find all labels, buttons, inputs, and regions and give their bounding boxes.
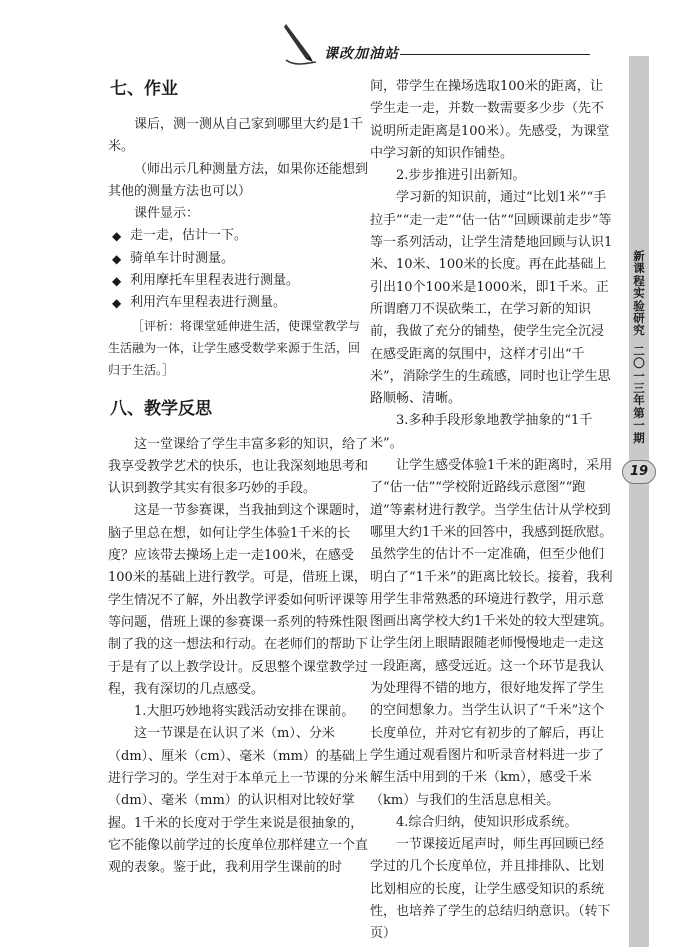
journal-name: 新课程实验研究: [633, 249, 645, 338]
review-note: ［评析：将课堂延伸进生活，使课堂教学与生活融为一体，让学生感受数学来源于生活，回归于生活。］: [108, 318, 361, 378]
section-heading-reflection: 八、教学反思: [110, 398, 212, 419]
column-title: 课改加油站: [324, 46, 399, 62]
sidebar-journal-info: [630, 250, 648, 444]
paragraph: 课后，测一测从自己家到哪里大约是1千米。: [108, 117, 364, 155]
subheading: 3.多种手段形象地教学抽象的“1千米”。: [370, 413, 593, 451]
header-rule: [400, 54, 590, 55]
paragraph: 这一堂课给了学生丰富多彩的知识，给了我享受教学艺术的快乐，也让我深刻地思考和认识到教学其实有很多巧妙的手段。: [108, 436, 369, 497]
left-column: [108, 76, 370, 880]
paragraph: 课件显示：: [134, 206, 200, 222]
bullet-item: ◆ 利用摩托车里程表进行测量。: [108, 270, 370, 292]
paragraph: 间，带学生在操场选取100米的距离，让学生走一走，并数一数需要多少步（先不说明所走距离是100米）。先感受，为课堂中学习新的知识作铺垫。: [370, 79, 610, 161]
paragraph: 一节课接近尾声时，师生再回顾已经学过的几个长度单位，并且排排队、比划比划相应的长度，让学生感受知识的系统性，也培养了学生的总结归纳意识。（转下页）: [370, 837, 611, 942]
paragraph: 这是一节参赛课，当我抽到这个课题时，脑子里总在想，如何让学生体验1千米的长度？应该带去操场上走一走100米，在感受100米的基础上进行教学。可是，借班上课，学生情况不了解，外出教学评委如何听评课等等问题，借班上课的参赛课一系列的特殊性限制了我的这一想法和行动。在老师们的帮助下于是有了以上教学设计。反思整个课堂教学过程，我有深切的几点感受。: [108, 503, 369, 697]
subheading: 2.步步推进引出新知。: [396, 168, 526, 184]
paragraph: 这一节课是在认识了米（m）、分米（dm）、厘米（cm）、毫米（mm）的基础上进行学习的。学生对于本单元上一节课的分米（dm）、毫米（mm）的认识相对比较好掌握。1千米的长度对于学生来说是很抽象的，它不能像以前学过的长度单位那样建立一个直观的表象。鉴于此，我利用学生课前的时: [108, 726, 369, 876]
subheading: 4.综合归纳，使知识形成系统。: [396, 814, 578, 830]
paragraph: （师出示几种测量方法，如果你还能想到其他的测量方法也可以）: [108, 161, 369, 199]
bullet-item: ◆ 走一走，估计一下。: [108, 225, 370, 247]
right-column: [370, 76, 614, 946]
pen-icon: [282, 22, 318, 66]
subheading: 1.大胆巧妙地将实践活动安排在课前。: [134, 704, 355, 720]
bullet-item: ◆ 骑单车计时测量。: [108, 248, 370, 270]
issue-label: 二〇一三年 第一期: [633, 343, 645, 445]
section-heading-homework: 七、作业: [110, 79, 178, 99]
sidebar-strip: [629, 56, 649, 947]
page-number: 19: [622, 460, 656, 484]
bullet-item: ◆ 利用汽车里程表进行测量。: [108, 292, 370, 314]
paragraph: 让学生感受体验1千米的距离时，采用了“估一估”“学校附近路线示意图”“跑道”等素材进行教学。当学生估计从学校到哪里大约1千米的回答中，我感到挺欣慰。虽然学生的估计不一定准确，但至少他们明白了“1千米”的距离比较长。接着，我利用学生非常熟悉的环境进行教学，用示意图画出离学校大约1千米处的较大型建筑。让学生闭上眼睛跟随老师慢慢地走一走这一段距离，感受远近。这一个环节是我认为处理得不错的地方，很好地发挥了学生的空间想象力。当学生认识了“千米”这个长度单位，并对它有初步的了解后，再让学生通过观看图片和听录音材料进一步了解生活中用到的千米（km），感受千米（km）与我们的生活息息相关。: [370, 458, 613, 808]
paragraph: 学习新的知识前，通过“比划1米”“手拉手”“走一走”“估一估”“回顾课前走步”等等一系列活动，让学生清楚地回顾与认识1米、10米、100米的长度。再在此基础上引出10个100米是1000米，即1千米。正所谓磨刀不误砍柴工，在学习新的知识前，我做了充分的铺垫，使学生完全沉浸在感受距离的氛围中，这样才引出“千米”，消除学生的生疏感，同时也让学生思路顺畅、清晰。: [370, 190, 613, 407]
